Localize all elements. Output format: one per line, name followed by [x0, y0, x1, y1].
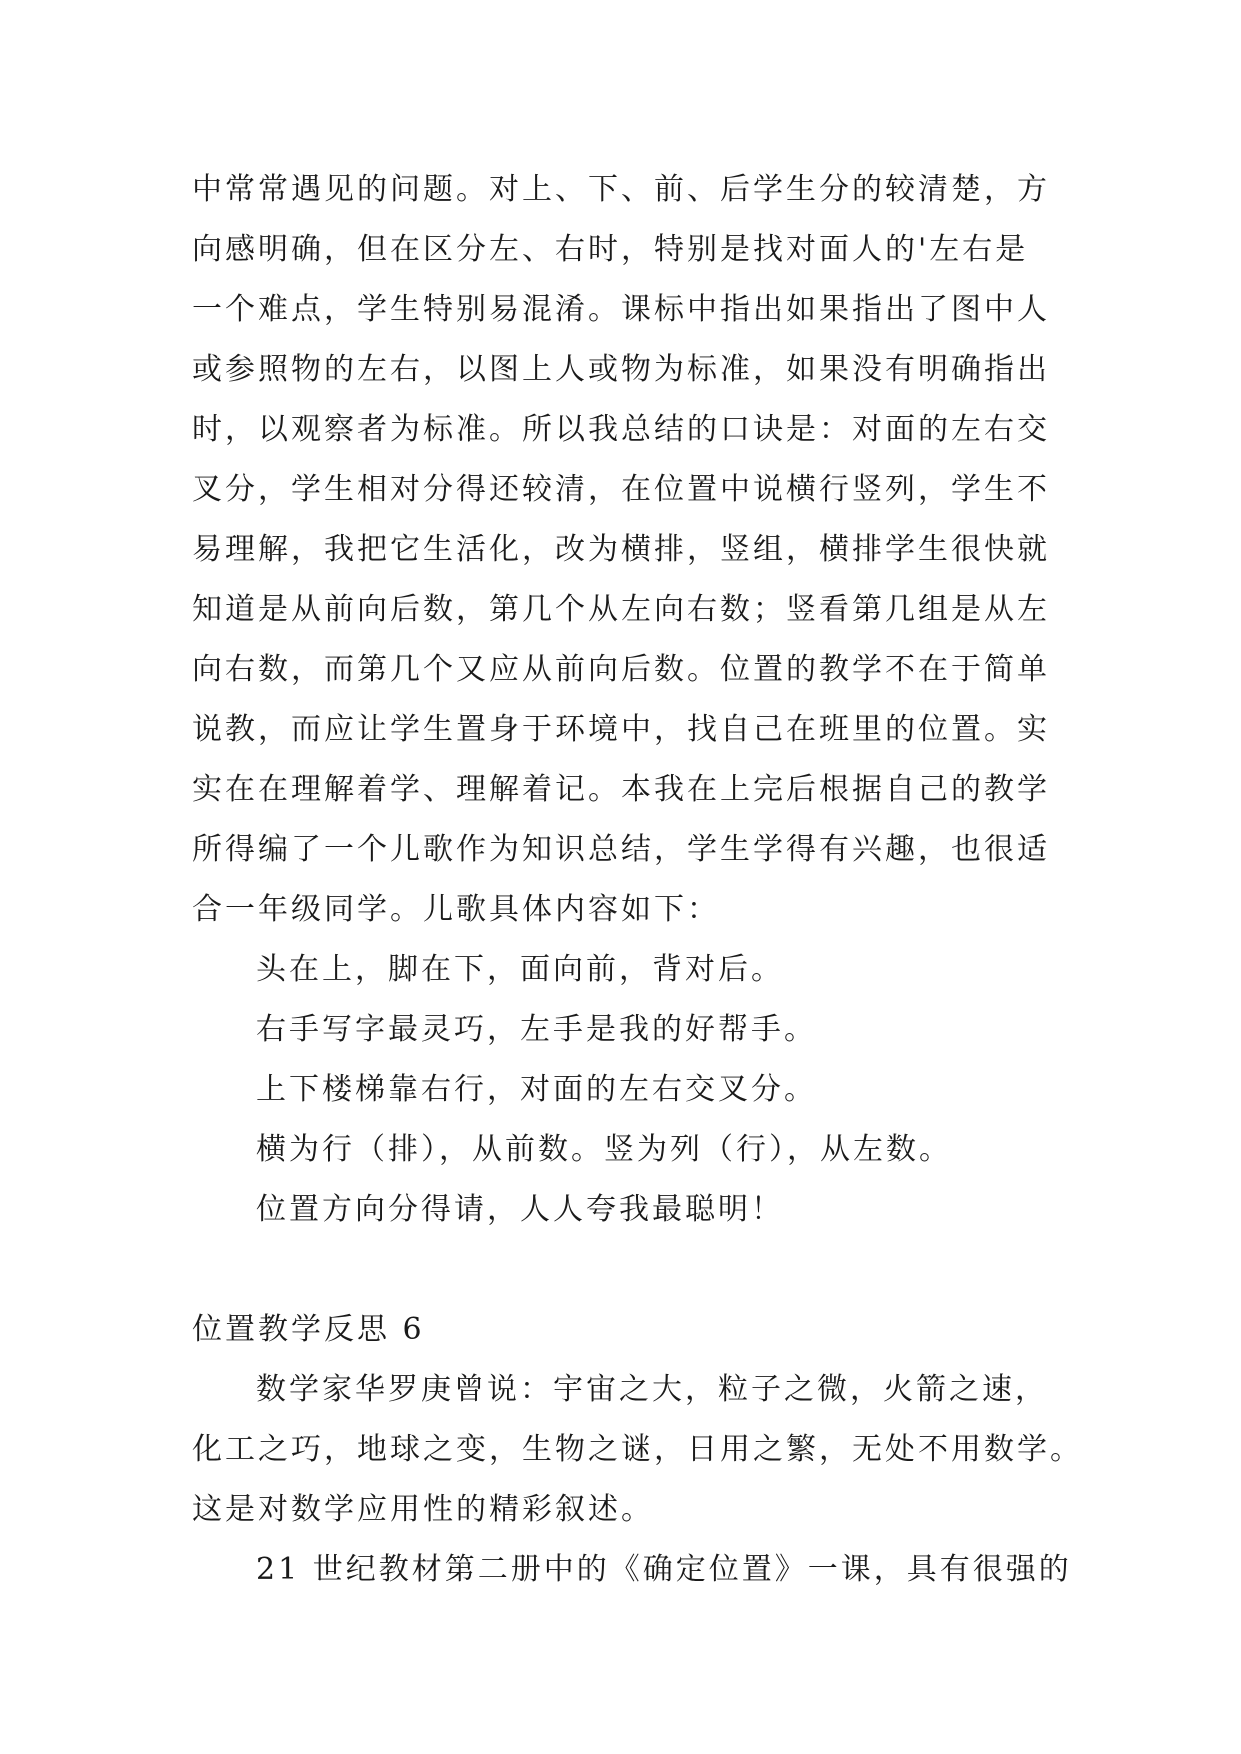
paragraph-line: 合一年级同学。儿歌具体内容如下：	[192, 892, 720, 927]
paragraph-line: 这是对数学应用性的精彩叙述。	[192, 1492, 654, 1527]
children-song	[192, 940, 1052, 1240]
song-line: 头在上，脚在下，面向前，背对后。	[256, 952, 784, 987]
song-line: 位置方向分得请，人人夸我最聪明！	[256, 1192, 784, 1227]
document-body	[192, 160, 1083, 1600]
paragraph-line: 实在在理解着学、理解着记。本我在上完后根据自己的教学	[192, 772, 1050, 807]
song-line: 上下楼梯靠右行，对面的左右交叉分。	[256, 1072, 817, 1107]
paragraph-line: 或参照物的左右，以图上人或物为标准，如果没有明确指出	[192, 352, 1050, 387]
paragraph-line: 数学家华罗庚曾说：宇宙之大，粒子之微，火箭之速，	[256, 1372, 1048, 1407]
paragraph-2	[192, 1360, 1083, 1540]
paragraph-line: 化工之巧，地球之变，生物之谜，日用之繁，无处不用数学。	[192, 1432, 1083, 1467]
paragraph-line: 中常常遇见的问题。对上、下、前、后学生分的较清楚，方	[192, 172, 1050, 207]
paragraph-line: 易理解，我把它生活化，改为横排，竖组，横排学生很快就	[192, 532, 1050, 567]
paragraph-line: 向感明确，但在区分左、右时，特别是找对面人的'左右是	[192, 232, 1029, 267]
paragraph-1	[192, 160, 1052, 940]
paragraph-line: 知道是从前向后数，第几个从左向右数；竖看第几组是从左	[192, 592, 1050, 627]
song-line: 右手写字最灵巧，左手是我的好帮手。	[256, 1012, 817, 1047]
blank-spacer	[192, 1240, 1052, 1300]
paragraph-line: 向右数，而第几个又应从前向后数。位置的教学不在于简单	[192, 652, 1050, 687]
paragraph-line: 一个难点，学生特别易混淆。课标中指出如果指出了图中人	[192, 292, 1050, 327]
paragraph-line: 时，以观察者为标准。所以我总结的口诀是：对面的左右交	[192, 412, 1050, 447]
paragraph-3	[192, 1540, 1072, 1600]
paragraph-line: 所得编了一个儿歌作为知识总结，学生学得有兴趣，也很适	[192, 832, 1050, 867]
paragraph-line: 叉分，学生相对分得还较清，在位置中说横行竖列，学生不	[192, 472, 1050, 507]
paragraph-line: 21 世纪教材第二册中的《确定位置》一课，具有很强的	[256, 1552, 1072, 1587]
paragraph-line: 说教，而应让学生置身于环境中，找自己在班里的位置。实	[192, 712, 1050, 747]
song-line: 横为行（排），从前数。竖为列（行），从左数。	[256, 1132, 952, 1167]
section-heading: 位置教学反思 6	[192, 1312, 425, 1347]
